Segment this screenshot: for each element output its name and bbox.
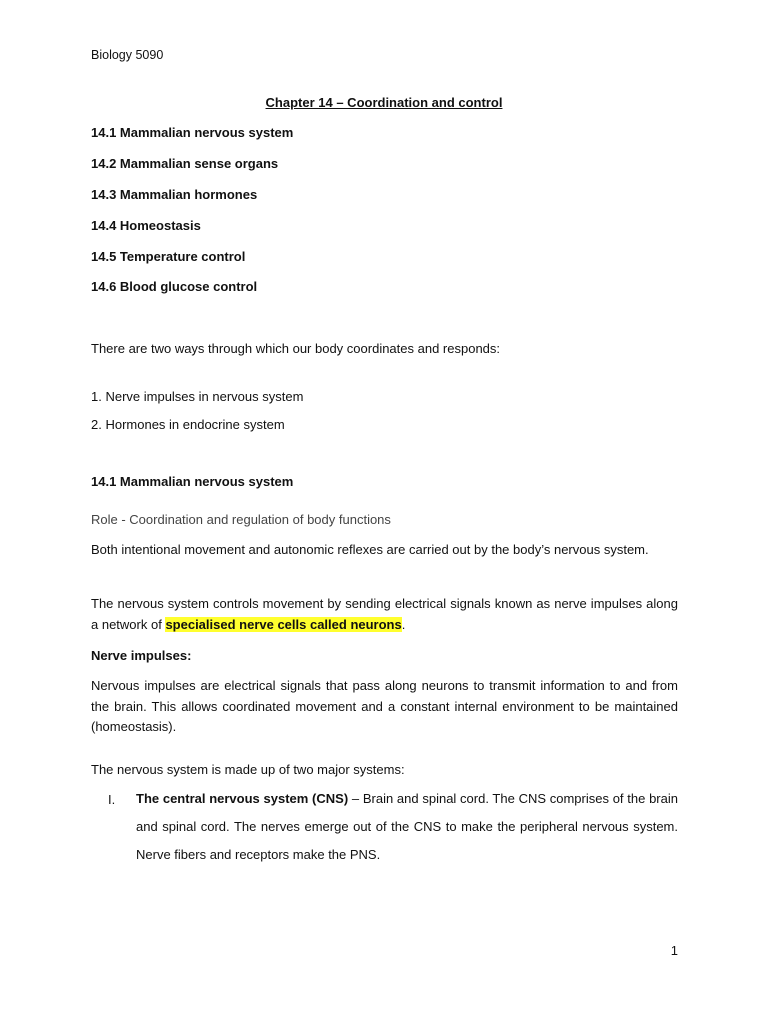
paragraph-reflexes: Both intentional movement and autonomic reflexes are carried out by the body’s nervous system. — [91, 542, 649, 557]
list-marker: I. — [108, 792, 116, 807]
toc-item: 14.5 Temperature control — [91, 249, 246, 264]
page-number: 1 — [670, 943, 678, 958]
list-item-cns — [136, 785, 678, 869]
toc-item: 14.6 Blood glucose control — [91, 279, 258, 294]
highlighted-term: specialised nerve cells called neurons — [165, 616, 402, 632]
paragraph-neurons-text: The nervous system controls movement by sending electrical signals known as nerve impulses along a network of — [91, 596, 678, 632]
role-line: Role - Coordination and regulation of body functions — [91, 512, 391, 527]
nerve-impulses-heading: Nerve impulses: — [91, 648, 192, 663]
section-heading: 14.1 Mammalian nervous system — [91, 474, 294, 489]
way-item: 1. Nerve impulses in nervous system — [91, 389, 304, 404]
paragraph-neurons-end: . — [401, 616, 406, 632]
paragraph-neurons — [91, 594, 678, 635]
toc-item: 14.2 Mammalian sense organs — [91, 156, 279, 171]
chapter-title: Chapter 14 – Coordination and control — [265, 95, 503, 110]
intro-text: There are two ways through which our body coordinates and responds: — [91, 341, 501, 356]
page-header: Biology 5090 — [91, 48, 164, 62]
cns-term: The central nervous system (CNS) — [136, 791, 349, 806]
toc-item: 14.3 Mammalian hormones — [91, 187, 258, 202]
toc-item: 14.1 Mammalian nervous system — [91, 125, 294, 140]
paragraph-impulses: Nervous impulses are electrical signals that pass along neurons to transmit information to and from the brain. This allows coordinated movement and a constant internal environment to be maintained (homeostasis). — [91, 678, 678, 734]
systems-intro: The nervous system is made up of two major systems: — [91, 762, 405, 777]
cns-description: – Brain and spinal cord. The CNS comprises of the brain and spinal cord. The nerves emerge out of the CNS to make the peripheral nervous system. Nerve fibers and receptors make the PNS. — [136, 791, 678, 862]
toc-item: 14.4 Homeostasis — [91, 218, 201, 233]
way-item: 2. Hormones in endocrine system — [91, 417, 285, 432]
